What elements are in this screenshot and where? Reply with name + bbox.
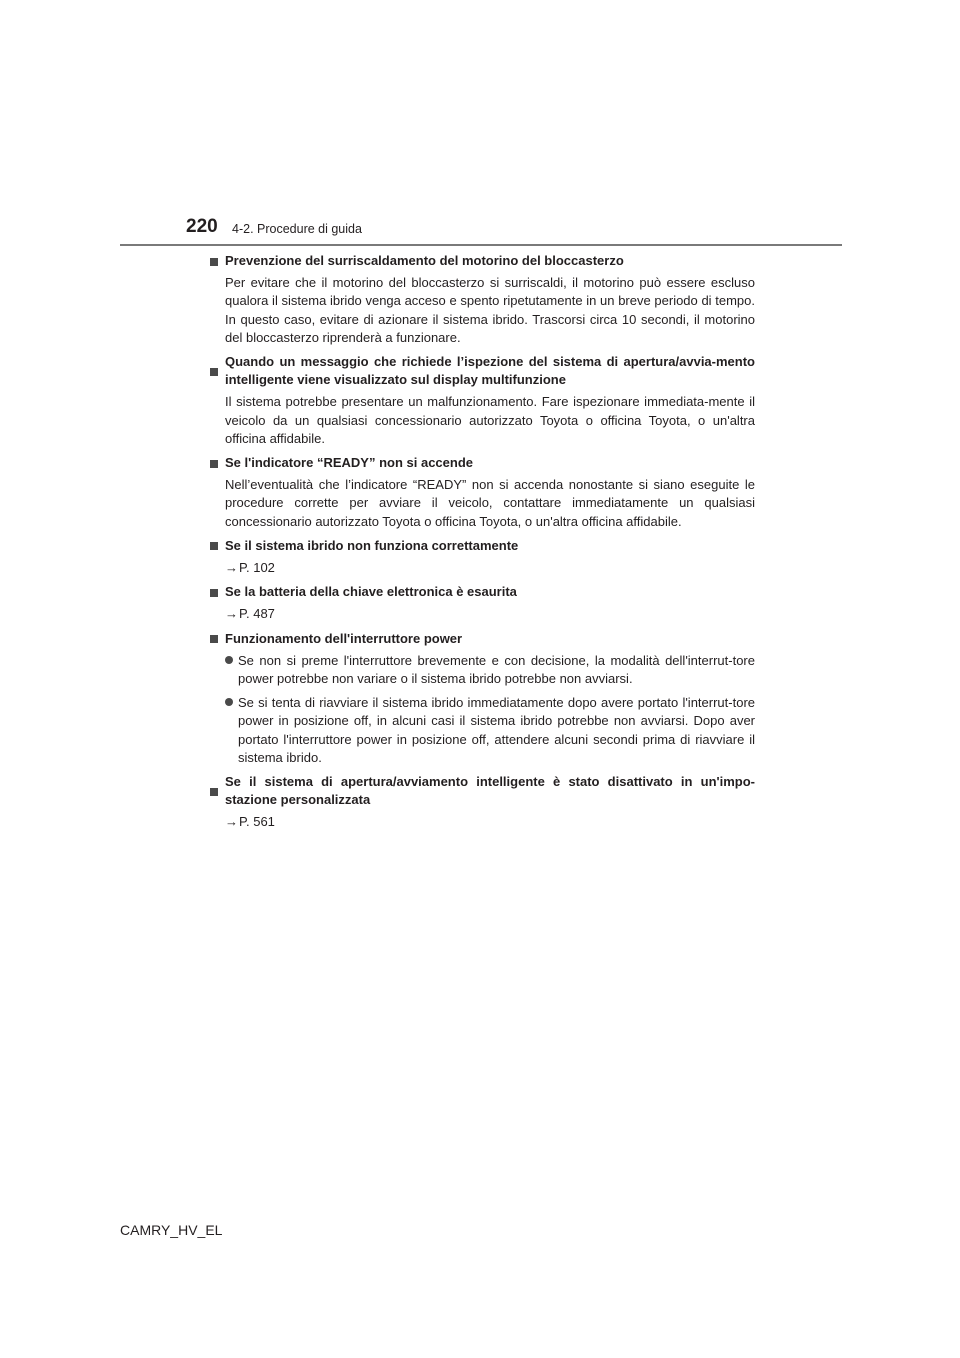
arrow-right-icon: → bbox=[225, 814, 238, 830]
square-bullet-icon bbox=[210, 460, 218, 468]
model-code: CAMRY_HV_EL bbox=[120, 1222, 223, 1238]
page-reference[interactable] bbox=[225, 605, 755, 623]
square-bullet-icon bbox=[210, 258, 218, 266]
page-content bbox=[210, 252, 755, 838]
circle-bullet-icon bbox=[225, 698, 233, 706]
square-bullet-icon bbox=[210, 788, 218, 796]
page-reference[interactable] bbox=[225, 559, 755, 577]
header-divider bbox=[120, 244, 842, 246]
section-body: Nell’eventualità che l’indicatore “READY” non si accenda nonostante si siano eseguite le procedure corrette per avviare il veicolo, contattare immediatamente un qualsiasi concessionario autorizzato Toyota o officina Toyota, o un'altra officina affidabile. bbox=[225, 477, 755, 529]
section-heading-text: Quando un messaggio che richiede l’ispezione del sistema di apertura/avvia-mento intelligente viene visualizzato sul display multifunzione bbox=[225, 354, 755, 388]
section-heading bbox=[210, 537, 755, 555]
arrow-right-icon: → bbox=[225, 606, 238, 622]
section-item bbox=[210, 773, 755, 832]
section-item bbox=[210, 630, 755, 767]
page-reference-text: P. 102 bbox=[239, 560, 275, 576]
section-heading bbox=[210, 583, 755, 601]
circle-bullet-icon bbox=[225, 656, 233, 664]
section-heading bbox=[210, 630, 755, 648]
section-heading-text: Se la batteria della chiave elettronica è esaurita bbox=[225, 584, 517, 600]
list-item-text: Se si tenta di riavviare il sistema ibrido immediatamente dopo avere portato l'interrut-tore power in posizione off, in alcuni casi il sistema ibrido potrebbe non avviarsi. Dopo aver portato l'interruttore power in posizione off, attendere alcuni secondi prima di riavviare il sistema ibrido. bbox=[238, 695, 755, 765]
section-heading-text: Se il sistema di apertura/avviamento intelligente è stato disattivato in un'impo-stazione personalizzata bbox=[225, 774, 755, 808]
list-item bbox=[225, 652, 755, 688]
arrow-right-icon: → bbox=[225, 560, 238, 576]
list-item-text: Se non si preme l'interruttore brevemente e con decisione, la modalità dell'interrut-tore power potrebbe non variare o il sistema ibrido potrebbe non avviarsi. bbox=[238, 652, 755, 687]
square-bullet-icon bbox=[210, 635, 218, 643]
square-bullet-icon bbox=[210, 542, 218, 550]
page-number: 220 bbox=[186, 216, 218, 237]
square-bullet-icon bbox=[210, 589, 218, 597]
section-body: Il sistema potrebbe presentare un malfunzionamento. Fare ispezionare immediata-mente il veicolo da un qualsiasi concessionario autorizzato Toyota o officina Toyota, o un'altra officina affidabile. bbox=[225, 394, 755, 446]
section-heading bbox=[210, 353, 755, 389]
section-heading-text: Se l'indicatore “READY” non si accende bbox=[225, 455, 473, 471]
section-heading bbox=[210, 773, 755, 809]
list-item bbox=[225, 694, 755, 767]
section-body: Per evitare che il motorino del bloccasterzo si surriscaldi, il motorino può essere escluso qualora il sistema ibrido venga acceso e spento ripetutamente in un breve periodo di tempo. In questo caso, evitare di azionare il sistema ibrido. Trascorsi circa 10 secondi, il motorino del bloccasterzo riprenderà a funzionare. bbox=[225, 275, 755, 345]
page-reference-text: P. 561 bbox=[239, 814, 275, 830]
section-heading-text: Se il sistema ibrido non funziona correttamente bbox=[225, 537, 519, 553]
section-item bbox=[210, 583, 755, 623]
section-heading bbox=[210, 252, 755, 270]
page-reference-text: P. 487 bbox=[239, 606, 275, 622]
page-reference[interactable] bbox=[225, 813, 755, 831]
section-heading bbox=[210, 454, 755, 472]
section-item bbox=[210, 537, 755, 577]
section-heading-text: Prevenzione del surriscaldamento del motorino del bloccasterzo bbox=[225, 253, 624, 268]
section-item bbox=[210, 252, 755, 347]
section-item bbox=[210, 454, 755, 531]
section-item bbox=[210, 353, 755, 448]
square-bullet-icon bbox=[210, 368, 218, 376]
section-heading-text: Funzionamento dell'interruttore power bbox=[225, 630, 463, 646]
section-title: 4-2. Procedure di guida bbox=[232, 222, 362, 236]
